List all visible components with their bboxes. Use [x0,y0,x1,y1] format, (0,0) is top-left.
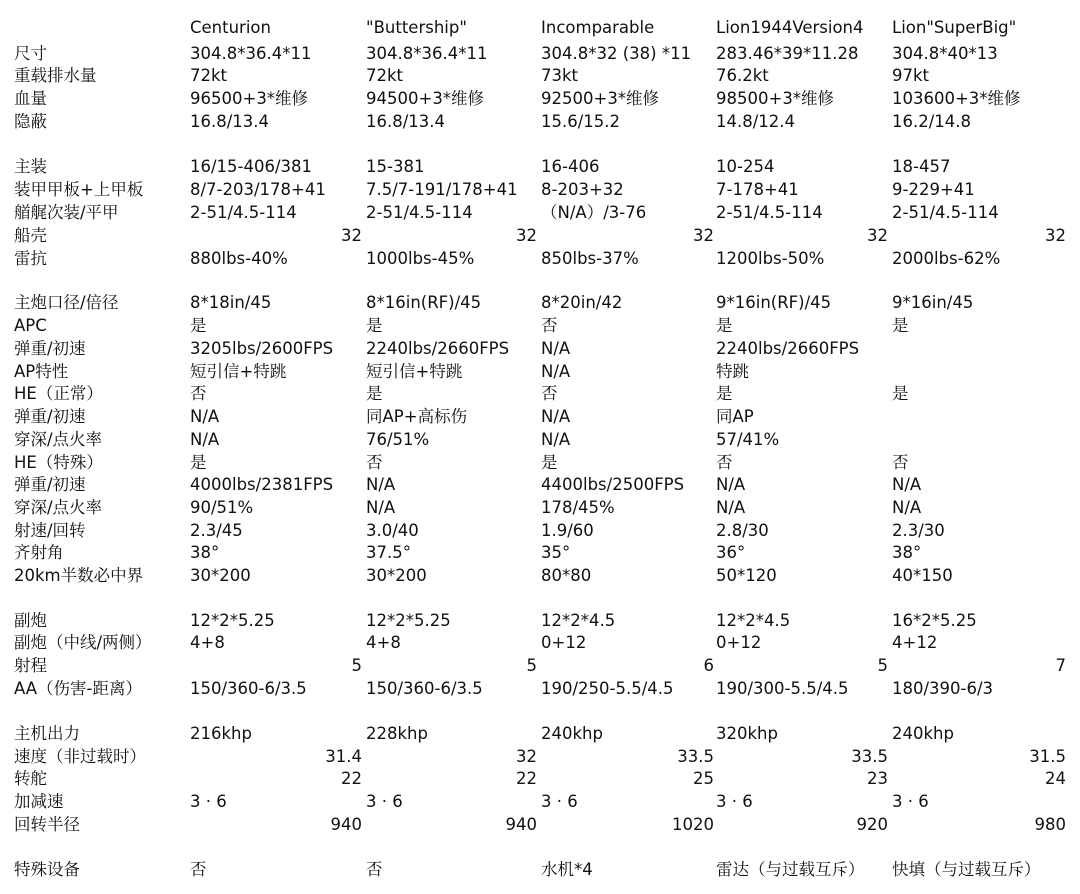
table-cell: 150/360-6/3.5 [366,679,483,698]
table-cell: 23 [867,769,888,788]
column-header: Lion1944Version4 [716,18,864,37]
table-cell: 304.8*36.4*11 [190,44,312,63]
column-header: "Buttership" [366,18,467,37]
row-label: 副炮 [14,611,47,630]
table-row [0,383,1080,405]
table-cell: N/A [541,339,571,358]
table-cell: 96500+3*维修 [190,89,309,108]
table-cell: 0+12 [541,633,587,652]
table-cell: 14.8/12.4 [716,112,796,131]
table-cell: 1200lbs-50% [716,249,825,268]
column-header: Centurion [190,18,271,37]
table-row [0,791,1080,813]
table-cell: 特跳 [716,362,749,381]
table-cell: 3 · 6 [892,792,929,811]
table-cell: 同AP+高标伤 [366,407,468,426]
table-cell: 30*200 [366,566,427,585]
table-cell: 3 · 6 [366,792,403,811]
table-cell: 4000lbs/2381FPS [190,475,334,494]
table-cell: 3 · 6 [716,792,753,811]
table-cell: 3 · 6 [541,792,578,811]
table-cell: 72kt [366,66,404,85]
table-cell: 是 [366,384,383,403]
table-cell: 16*2*5.25 [892,611,977,630]
table-cell: N/A [716,475,746,494]
table-cell: 304.8*36.4*11 [366,44,488,63]
row-label: APC [14,316,47,335]
table-cell: 16.8/13.4 [366,112,446,131]
table-cell: 2240lbs/2660FPS [366,339,510,358]
header-row [0,17,1080,39]
table-cell: 16/15-406/381 [190,157,313,176]
table-cell: 4+8 [190,633,225,652]
column-header: Incomparable [541,18,655,37]
table-cell: 否 [892,453,909,472]
row-label: 射程 [14,656,47,675]
table-cell: 2-51/4.5-114 [190,203,297,222]
table-cell: 940 [505,815,537,834]
table-cell: 31.4 [325,747,362,766]
table-cell: 是 [892,384,909,403]
table-cell: 否 [541,316,558,335]
table-cell: 73kt [541,66,579,85]
table-cell: 18-457 [892,157,951,176]
row-label: 尺寸 [14,44,47,63]
row-label: 血量 [14,89,47,108]
table-cell: N/A [716,498,746,517]
table-cell: 8*20in/42 [541,293,623,312]
table-row [0,768,1080,790]
table-row [0,859,1080,881]
table-cell: 12*2*5.25 [190,611,275,630]
table-cell: 228khp [366,724,428,743]
row-label: 穿深/点火率 [14,430,103,449]
table-cell: 2-51/4.5-114 [366,203,473,222]
table-cell: 92500+3*维修 [541,89,660,108]
table-cell: 同AP [716,407,754,426]
table-cell: 6 [703,656,714,675]
table-cell: 5 [526,656,537,675]
table-cell: 850lbs-37% [541,249,639,268]
row-label: 艏艉次装/平甲 [14,203,119,222]
row-label: 速度（非过载时） [14,747,146,766]
table-cell: 22 [516,769,537,788]
table-cell: 37.5° [366,543,411,562]
table-cell: 283.46*39*11.28 [716,44,859,63]
table-cell: 304.8*32 (38) *11 [541,44,692,63]
row-label: 主炮口径/倍径 [14,293,119,312]
table-cell: 否 [541,384,558,403]
table-cell: N/A [541,362,571,381]
row-label: 隐蔽 [14,112,47,131]
table-cell: 7.5/7-191/178+41 [366,180,518,199]
table-cell: 2000lbs-62% [892,249,1001,268]
table-row [0,406,1080,428]
table-row [0,111,1080,133]
table-cell: 72kt [190,66,228,85]
table-row [0,723,1080,745]
table-cell: 4400lbs/2500FPS [541,475,685,494]
row-label: 船壳 [14,226,47,245]
table-row [0,179,1080,201]
table-cell: 32 [516,747,537,766]
table-cell: 24 [1045,769,1066,788]
table-cell: 9-229+41 [892,180,975,199]
table-row [0,156,1080,178]
row-label: 主装 [14,157,47,176]
table-cell: 10-254 [716,157,775,176]
table-cell: 1.9/60 [541,521,594,540]
table-cell: 水机*4 [541,860,593,879]
row-label: HE（正常） [14,384,103,403]
column-header: Lion"SuperBig" [892,18,1017,37]
table-cell: 320khp [716,724,778,743]
table-cell: 98500+3*维修 [716,89,835,108]
row-label: 弹重/初速 [14,407,86,426]
row-label: AA（伤害-距离） [14,679,142,698]
row-label: 弹重/初速 [14,339,86,358]
table-cell: 80*80 [541,566,592,585]
table-row [0,43,1080,65]
table-row [0,65,1080,87]
table-cell: 7 [1055,656,1066,675]
table-cell: 240khp [892,724,954,743]
table-cell: 2.3/30 [892,521,945,540]
table-cell: N/A [190,407,220,426]
table-cell: 短引信+特跳 [366,362,463,381]
table-cell: N/A [366,498,396,517]
table-cell: 1020 [672,815,714,834]
table-cell: 否 [366,453,383,472]
table-row [0,248,1080,270]
table-row [0,338,1080,360]
table-cell: （N/A）/3-76 [541,203,647,222]
table-cell: 8/7-203/178+41 [190,180,326,199]
table-cell: 3 · 6 [190,792,227,811]
table-row [0,565,1080,587]
table-cell: 9*16in(RF)/45 [716,293,832,312]
table-cell: 是 [190,453,207,472]
table-row [0,452,1080,474]
table-cell: N/A [892,475,922,494]
table-cell: 是 [716,316,733,335]
table-row [0,678,1080,700]
table-cell: 是 [892,316,909,335]
table-row [0,746,1080,768]
table-cell: 12*2*4.5 [541,611,616,630]
table-row [0,814,1080,836]
table-cell: 150/360-6/3.5 [190,679,307,698]
table-cell: 15-381 [366,157,425,176]
row-label: 雷抗 [14,249,47,268]
row-label: 20km半数必中界 [14,566,144,585]
row-label: 主机出力 [14,724,80,743]
table-cell: 38° [892,543,922,562]
table-cell: 7-178+41 [716,180,799,199]
table-cell: 920 [856,815,888,834]
table-cell: 32 [867,226,888,245]
table-cell: 是 [716,384,733,403]
table-cell: 16.8/13.4 [190,112,270,131]
table-cell: 32 [341,226,362,245]
row-label: 重载排水量 [14,66,97,85]
table-cell: 76.2kt [716,66,769,85]
table-cell: 90/51% [190,498,254,517]
table-cell: N/A [190,430,220,449]
table-row [0,292,1080,314]
table-cell: 40*150 [892,566,953,585]
table-cell: 940 [330,815,362,834]
table-cell: 880lbs-40% [190,249,288,268]
row-label: 特殊设备 [14,860,80,879]
table-cell: 30*200 [190,566,251,585]
table-cell: 是 [366,316,383,335]
table-cell: 32 [693,226,714,245]
table-row [0,520,1080,542]
table-cell: 4+12 [892,633,938,652]
table-cell: 97kt [892,66,930,85]
table-cell: 22 [341,769,362,788]
table-cell: 否 [190,384,207,403]
row-label: 射速/回转 [14,521,86,540]
table-row [0,225,1080,247]
table-row [0,610,1080,632]
table-cell: 0+12 [716,633,762,652]
table-cell: 190/300-5.5/4.5 [716,679,849,698]
table-cell: 57/41% [716,430,780,449]
table-row [0,315,1080,337]
table-cell: 否 [366,860,383,879]
table-cell: N/A [541,407,571,426]
row-label: 回转半径 [14,815,80,834]
table-cell: 76/51% [366,430,430,449]
table-cell: 2.8/30 [716,521,769,540]
table-cell: 180/390-6/3 [892,679,994,698]
table-row [0,542,1080,564]
table-cell: 50*120 [716,566,777,585]
table-cell: 9*16in/45 [892,293,974,312]
row-label: 加减速 [14,792,64,811]
table-cell: 2-51/4.5-114 [892,203,999,222]
table-cell: 31.5 [1029,747,1066,766]
table-cell: 雷达（与过载互斥） [716,860,865,879]
table-cell: 304.8*40*13 [892,44,998,63]
table-cell: 178/45% [541,498,615,517]
table-cell: 2.3/45 [190,521,243,540]
table-cell: 16-406 [541,157,600,176]
table-cell: 32 [1045,226,1066,245]
table-cell: 94500+3*维修 [366,89,485,108]
table-row [0,632,1080,654]
table-row [0,497,1080,519]
row-label: HE（特殊） [14,453,103,472]
table-cell: 3.0/40 [366,521,419,540]
table-cell: 短引信+特跳 [190,362,287,381]
table-cell: 否 [716,453,733,472]
table-cell: 25 [693,769,714,788]
table-cell: 否 [190,860,207,879]
row-label: 穿深/点火率 [14,498,103,517]
table-cell: 33.5 [677,747,714,766]
table-cell: 36° [716,543,746,562]
table-cell: 12*2*5.25 [366,611,451,630]
table-cell: 是 [190,316,207,335]
row-label: AP特性 [14,362,69,381]
table-cell: 3205lbs/2600FPS [190,339,334,358]
table-cell: 16.2/14.8 [892,112,972,131]
table-cell: 216khp [190,724,252,743]
table-row [0,474,1080,496]
table-row [0,361,1080,383]
table-cell: 103600+3*维修 [892,89,1021,108]
table-cell: N/A [892,498,922,517]
table-cell: 4+8 [366,633,401,652]
row-label: 装甲甲板+上甲板 [14,180,144,199]
table-cell: 2240lbs/2660FPS [716,339,860,358]
table-cell: N/A [366,475,396,494]
table-cell: 15.6/15.2 [541,112,621,131]
row-label: 副炮（中线/两侧） [14,633,152,652]
table-cell: 980 [1034,815,1066,834]
table-row [0,202,1080,224]
row-label: 转舵 [14,769,47,788]
table-cell: N/A [541,430,571,449]
table-cell: 1000lbs-45% [366,249,475,268]
table-cell: 5 [351,656,362,675]
table-cell: 33.5 [851,747,888,766]
table-cell: 8*16in(RF)/45 [366,293,482,312]
table-cell: 是 [541,453,558,472]
row-label: 齐射角 [14,543,64,562]
table-row [0,429,1080,451]
table-cell: 5 [877,656,888,675]
table-cell: 2-51/4.5-114 [716,203,823,222]
table-cell: 8*18in/45 [190,293,272,312]
table-row [0,88,1080,110]
table-cell: 240khp [541,724,603,743]
row-label: 弹重/初速 [14,475,86,494]
table-cell: 8-203+32 [541,180,624,199]
table-cell: 快填（与过载互斥） [892,860,1041,879]
table-cell: 38° [190,543,220,562]
table-cell: 190/250-5.5/4.5 [541,679,674,698]
table-cell: 35° [541,543,571,562]
table-cell: 12*2*4.5 [716,611,791,630]
table-row [0,655,1080,677]
table-cell: 32 [516,226,537,245]
